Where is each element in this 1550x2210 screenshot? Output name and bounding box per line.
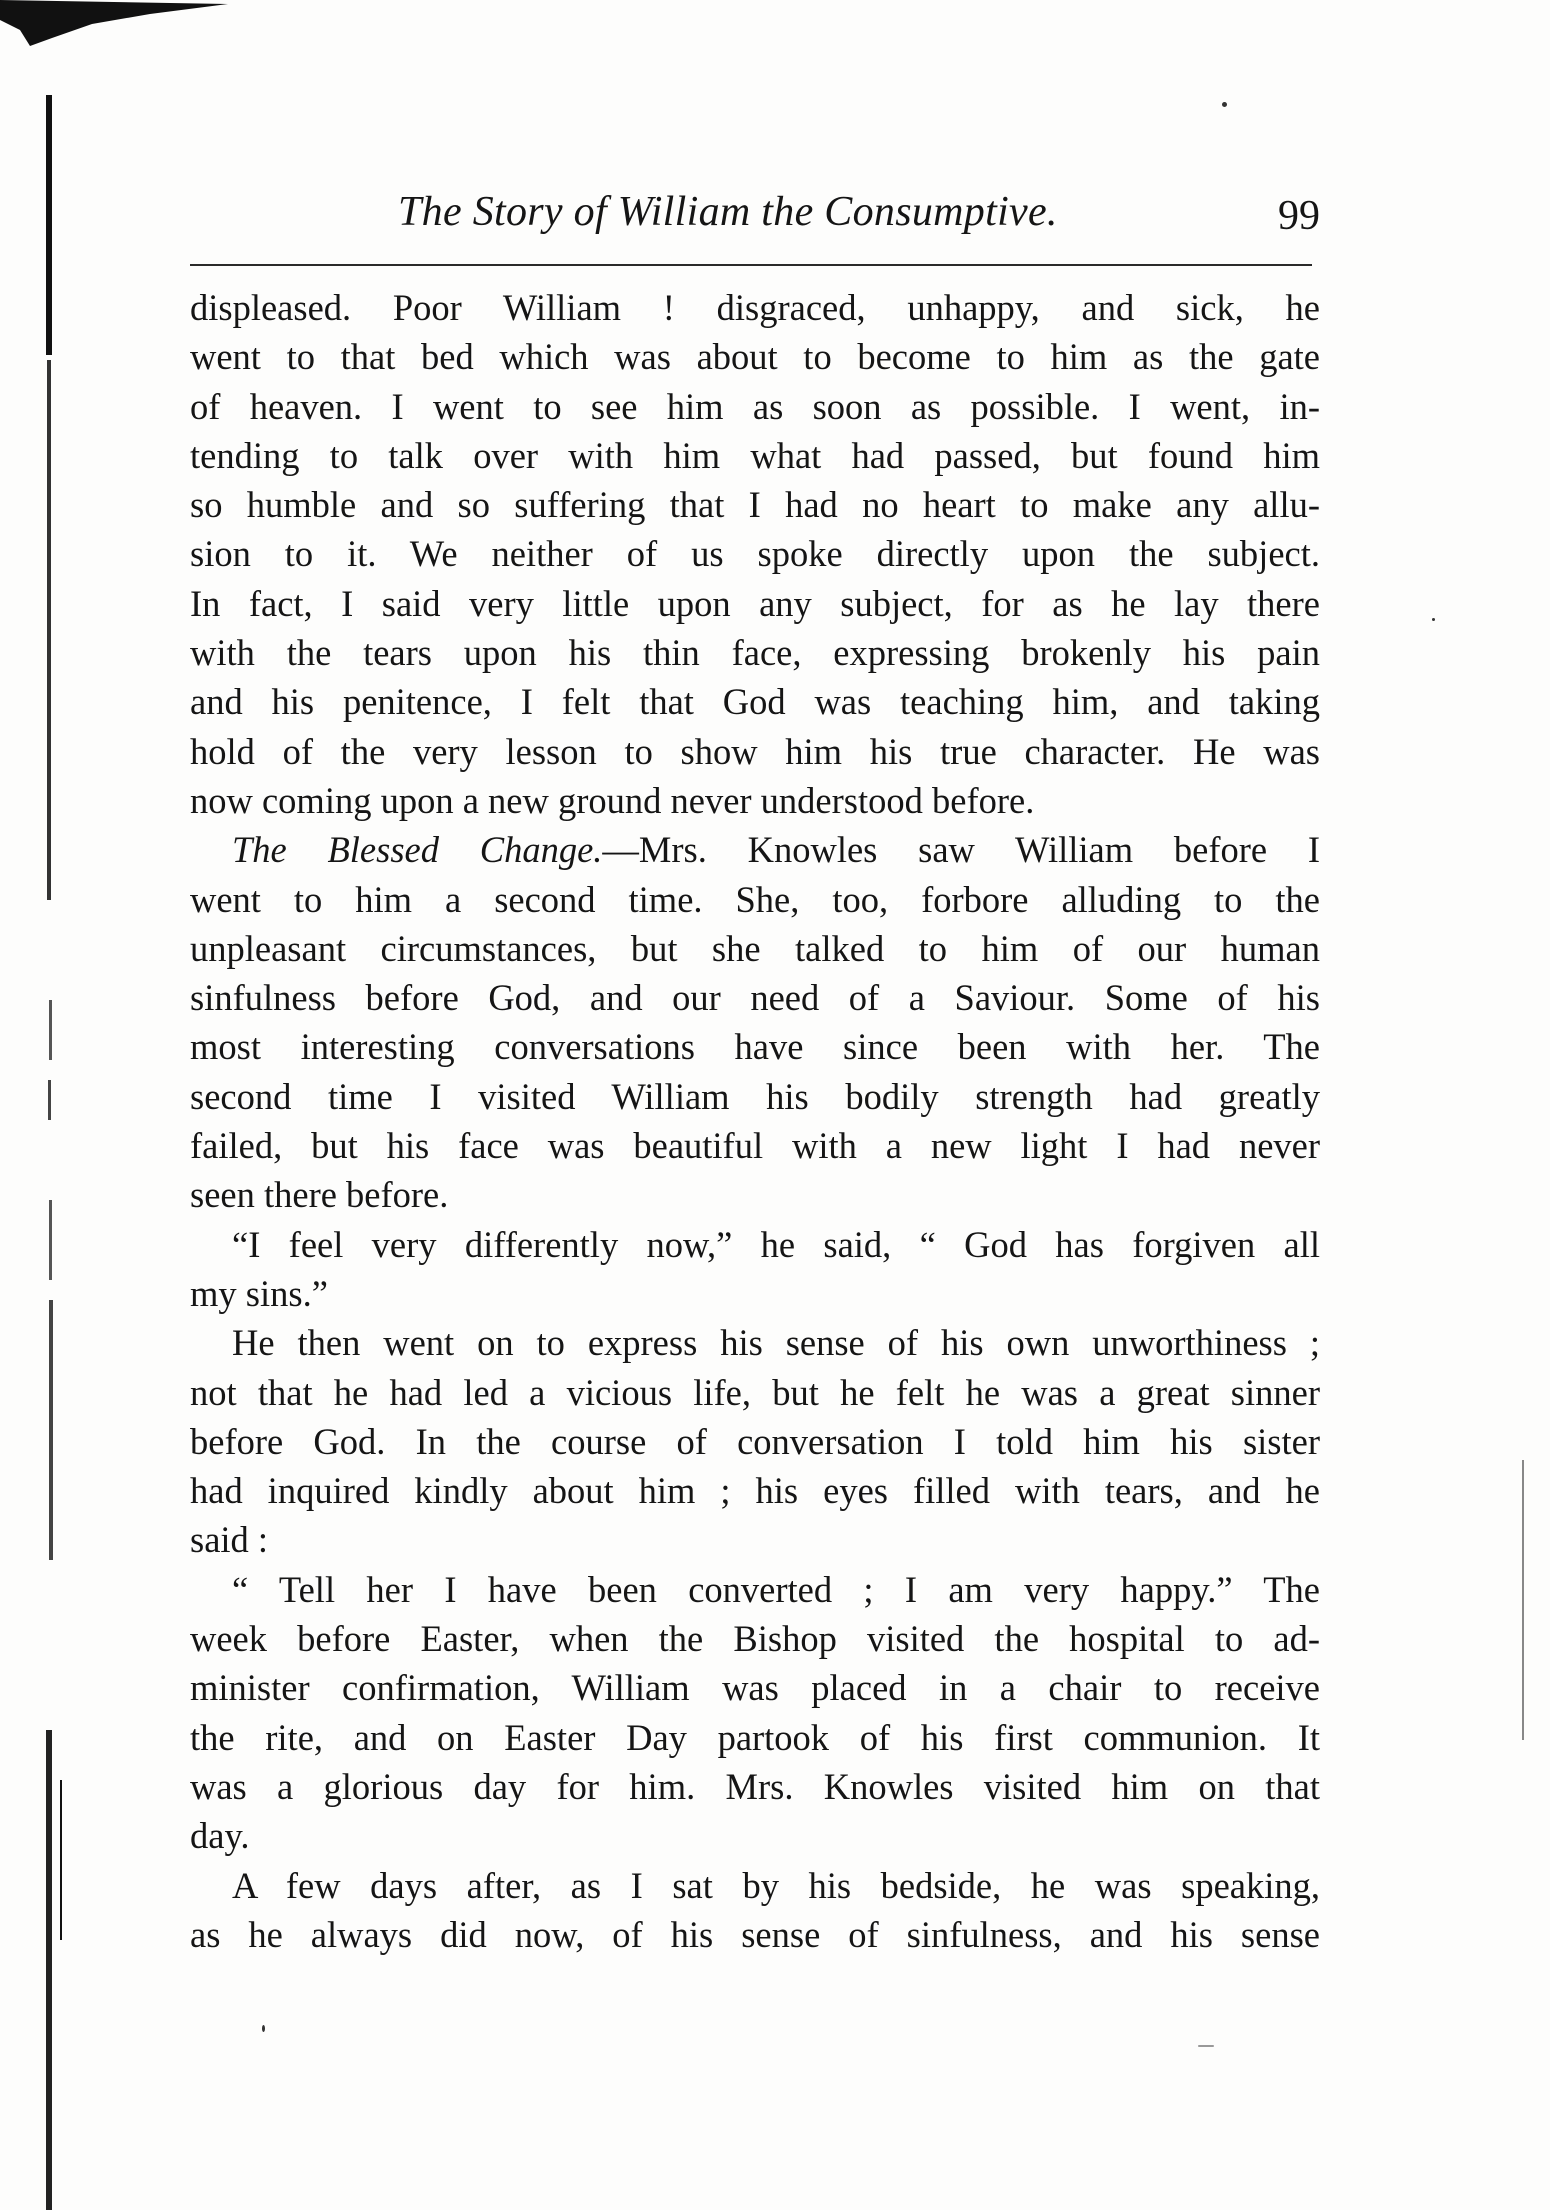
text-line: second time I visited William his bodily strength had greatly (190, 1075, 1320, 1117)
text-line: now coming upon a new ground never understood before. (190, 779, 1035, 821)
scan-speck (1522, 1460, 1524, 1740)
text-line: so humble and so suffering that I had no heart to make any allu- (190, 484, 1320, 526)
page-number: 99 (1278, 193, 1320, 239)
text-line: with the tears upon his thin face, expressing brokenly his pain (190, 632, 1320, 674)
scan-speck (1432, 618, 1435, 621)
text-line: was a glorious day for him. Mrs. Knowles visited him on that (190, 1765, 1320, 1807)
text-line: seen there before. (190, 1174, 449, 1216)
section-heading-rest: Mrs. Knowles saw William before I (638, 829, 1320, 871)
text-line: went to him a second time. She, too, forbore alluding to the (190, 878, 1320, 920)
scan-binding-edge (0, 0, 70, 2210)
body-text (190, 283, 1320, 1959)
text-line: before God. In the course of conversation I told him his sister (190, 1420, 1320, 1462)
text-line: day. (190, 1815, 250, 1857)
text-line: went to that bed which was about to become to him as the gate (190, 336, 1320, 378)
text-line: and his penitence, I felt that God was teaching him, and taking (190, 681, 1320, 723)
text-line: hold of the very lesson to show him his true character. He was (190, 730, 1320, 772)
text-line: not that he had led a vicious life, but he felt he was a great sinner (190, 1371, 1320, 1413)
section-heading-dash: — (602, 829, 639, 871)
text-line: week before Easter, when the Bishop visited the hospital to ad- (190, 1618, 1320, 1660)
scan-speck (1222, 102, 1227, 107)
scan-speck (1198, 2045, 1214, 2047)
text-line: my sins.” (190, 1272, 328, 1314)
running-title: The Story of William the Consumptive. (398, 189, 1058, 235)
text-line: minister confirmation, William was placed in a chair to receive (190, 1667, 1320, 1709)
text-line: as he always did now, of his sense of sinfulness, and his sense (190, 1913, 1320, 1955)
text-line: sinfulness before God, and our need of a Saviour. Some of his (190, 977, 1320, 1019)
text-line: He then went on to express his sense of his own unworthiness ; (232, 1322, 1320, 1364)
page-header (190, 178, 1320, 248)
header-rule (190, 264, 1312, 266)
text-line: In fact, I said very little upon any subject, for as he lay there (190, 582, 1320, 624)
text-line: sion to it. We neither of us spoke directly upon the subject. (190, 533, 1320, 575)
text-line: unpleasant circumstances, but she talked to him of our human (190, 927, 1320, 969)
text-line: failed, but his face was beautiful with a new light I had never (190, 1125, 1320, 1167)
text-line: had inquired kindly about him ; his eyes filled with tears, and he (190, 1470, 1320, 1512)
text-line: the rite, and on Easter Day partook of his first communion. It (190, 1716, 1320, 1758)
text-line: of heaven. I went to see him as soon as possible. I went, in- (190, 385, 1320, 427)
text-line: “ Tell her I have been converted ; I am very happy.” The (232, 1568, 1320, 1610)
scan-speck (262, 2025, 265, 2032)
text-line: A few days after, as I sat by his bedside, he was speaking, (232, 1864, 1320, 1906)
text-line: displeased. Poor William ! disgraced, unhappy, and sick, he (190, 287, 1320, 328)
text-line: tending to talk over with him what had passed, but found him (190, 434, 1320, 476)
section-heading-line (190, 825, 1320, 874)
text-line: said : (190, 1519, 269, 1561)
text-line: most interesting conversations have since been with her. The (190, 1026, 1320, 1068)
text-line: “I feel very differently now,” he said, “ God has forgiven all (232, 1223, 1320, 1265)
section-heading-title: The Blessed Change. (232, 829, 603, 871)
